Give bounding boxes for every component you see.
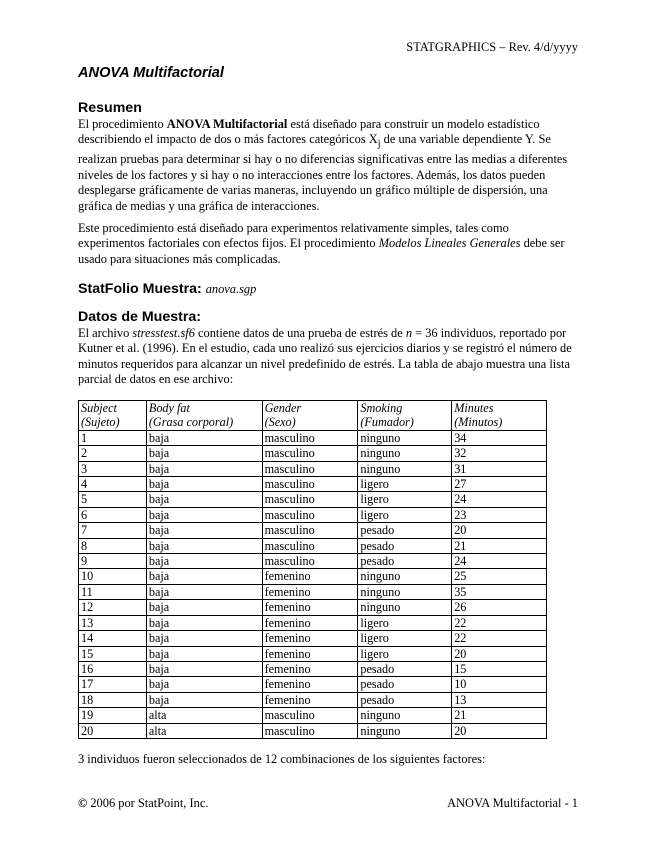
statfolio-filename: anova.sgp <box>205 282 257 296</box>
column-header-translation: (Sujeto) <box>81 415 120 430</box>
table-row <box>79 708 547 723</box>
table-cell: 32 <box>452 446 547 461</box>
table-cell: 13 <box>452 692 547 707</box>
table-cell: 17 <box>79 677 147 692</box>
table-cell: 14 <box>79 631 147 646</box>
table-header-row <box>79 401 547 431</box>
table-cell: baja <box>146 569 262 584</box>
n-variable: n <box>405 326 413 340</box>
table-cell: ninguno <box>358 723 452 738</box>
footer-left-text: 2006 por StatPoint, Inc. <box>87 796 209 810</box>
table-cell: 5 <box>79 492 147 507</box>
table-row <box>79 677 547 692</box>
table-cell: pesado <box>358 538 452 553</box>
copyright-icon: © <box>78 796 88 810</box>
table-cell: 31 <box>452 461 547 476</box>
table-cell: femenino <box>262 646 358 661</box>
table-row <box>79 507 547 522</box>
table-cell: ligero <box>358 492 452 507</box>
table-cell: ninguno <box>358 446 452 461</box>
table-cell: baja <box>146 584 262 599</box>
table-cell: pesado <box>358 692 452 707</box>
table-cell: 27 <box>452 477 547 492</box>
column-header-label: Body fat <box>148 401 190 415</box>
table-row <box>79 554 547 569</box>
table-cell: masculino <box>262 538 358 553</box>
table-cell: pesado <box>358 554 452 569</box>
resumen-paragraph-1 <box>78 117 578 214</box>
table-cell: baja <box>146 692 262 707</box>
table-cell: ligero <box>358 507 452 522</box>
table-row <box>79 538 547 553</box>
table-cell: baja <box>146 477 262 492</box>
table-cell: ninguno <box>358 461 452 476</box>
statfolio-heading <box>78 282 256 297</box>
table-row <box>79 569 547 584</box>
table-row <box>79 692 547 707</box>
table-cell: 8 <box>79 538 147 553</box>
column-header-translation: (Fumador) <box>360 415 414 430</box>
table-cell: baja <box>146 446 262 461</box>
table-cell: 2 <box>79 446 147 461</box>
table-cell: 20 <box>452 523 547 538</box>
table-row <box>79 461 547 476</box>
table-cell: 15 <box>79 646 147 661</box>
table-cell: 21 <box>452 708 547 723</box>
table-cell: baja <box>146 461 262 476</box>
table-cell: alta <box>146 708 262 723</box>
table-cell: 7 <box>79 523 147 538</box>
table-cell: 26 <box>452 600 547 615</box>
table-cell: femenino <box>262 569 358 584</box>
table-cell: baja <box>146 615 262 630</box>
table-cell: baja <box>146 646 262 661</box>
text-run: = 36 individuos, reportado por Kutner et al. (1996). En el estudio, cada uno realizó sus ejercicios diarios y se registró el número de minutos requeridos para alcanzar un nivel predefinido de estrés. La tabla de abajo muestra una lista parcial de datos en ese archivo: <box>78 326 572 387</box>
table-cell: ninguno <box>358 569 452 584</box>
running-header: STATGRAPHICS – Rev. 4/d/yyyy <box>406 40 578 54</box>
table-cell: masculino <box>262 430 358 445</box>
table-cell: pesado <box>358 677 452 692</box>
table-row <box>79 600 547 615</box>
table-cell: baja <box>146 523 262 538</box>
table-cell: femenino <box>262 661 358 676</box>
table-cell: masculino <box>262 507 358 522</box>
table-cell: baja <box>146 631 262 646</box>
table-cell: 12 <box>79 600 147 615</box>
table-cell: 11 <box>79 584 147 599</box>
column-header <box>358 401 452 431</box>
resumen-heading: Resumen <box>78 100 142 116</box>
table-cell: ninguno <box>358 584 452 599</box>
table-cell: masculino <box>262 523 358 538</box>
table-cell: 10 <box>452 677 547 692</box>
table-cell: 13 <box>79 615 147 630</box>
table-cell: ninguno <box>358 600 452 615</box>
table-cell: baja <box>146 492 262 507</box>
table-row <box>79 615 547 630</box>
document-page <box>78 0 578 848</box>
table-cell: masculino <box>262 477 358 492</box>
column-header-label: Gender <box>264 401 302 415</box>
table-cell: 10 <box>79 569 147 584</box>
table-cell: baja <box>146 600 262 615</box>
table-cell: 34 <box>452 430 547 445</box>
footer-page-label: ANOVA Multifactorial - 1 <box>447 796 578 810</box>
text-run: El procedimiento <box>78 117 167 131</box>
text-run: Este procedimiento está diseñado para experimentos relativamente simples, tales como experimentos factoriales con efectos fijos. El procedimiento <box>78 221 509 251</box>
table-cell: masculino <box>262 492 358 507</box>
table-row <box>79 492 547 507</box>
text-run: está diseñado para construir un modelo estadístico describiendo el impacto de dos o más factores categóricos X <box>78 117 540 147</box>
table-row <box>79 723 547 738</box>
table-cell: ligero <box>358 631 452 646</box>
table-cell: 16 <box>79 661 147 676</box>
table-cell: baja <box>146 507 262 522</box>
datos-heading: Datos de Muestra: <box>78 309 201 325</box>
text-run: El archivo <box>78 326 133 340</box>
table-cell: alta <box>146 723 262 738</box>
table-row <box>79 446 547 461</box>
column-header <box>146 401 262 431</box>
table-cell: ligero <box>358 646 452 661</box>
column-header-translation: (Minutos) <box>454 415 503 430</box>
table-row <box>79 584 547 599</box>
data-filename: stresstest.sf6 <box>132 326 195 340</box>
column-header-label: Subject <box>81 401 117 415</box>
table-cell: 22 <box>452 615 547 630</box>
column-header <box>79 401 147 431</box>
table-cell: masculino <box>262 554 358 569</box>
resumen-paragraph-2 <box>78 221 578 267</box>
table-cell: ligero <box>358 615 452 630</box>
table-cell: 23 <box>452 507 547 522</box>
table-row <box>79 661 547 676</box>
table-cell: femenino <box>262 615 358 630</box>
table-cell: femenino <box>262 692 358 707</box>
table-cell: 6 <box>79 507 147 522</box>
table-cell: masculino <box>262 446 358 461</box>
datos-paragraph <box>78 326 578 388</box>
table-row <box>79 646 547 661</box>
table-cell: masculino <box>262 723 358 738</box>
table-cell: 22 <box>452 631 547 646</box>
table-cell: femenino <box>262 677 358 692</box>
table-cell: baja <box>146 677 262 692</box>
statfolio-label: StatFolio Muestra: <box>78 281 202 297</box>
table-cell: 19 <box>79 708 147 723</box>
table-cell: femenino <box>262 584 358 599</box>
column-header-label: Minutes <box>454 401 494 415</box>
table-cell: 18 <box>79 692 147 707</box>
table-cell: 21 <box>452 538 547 553</box>
table-cell: 24 <box>452 492 547 507</box>
table-row <box>79 523 547 538</box>
table-cell: pesado <box>358 523 452 538</box>
footer-copyright <box>78 796 208 811</box>
table-cell: 3 <box>79 461 147 476</box>
table-cell: 1 <box>79 430 147 445</box>
column-header-translation: (Sexo) <box>264 415 296 430</box>
table-cell: baja <box>146 538 262 553</box>
table-cell: baja <box>146 430 262 445</box>
subscript: j <box>377 138 381 150</box>
table-cell: femenino <box>262 600 358 615</box>
column-header-translation: (Grasa corporal) <box>148 415 234 430</box>
table-cell: baja <box>146 554 262 569</box>
table-cell: 24 <box>452 554 547 569</box>
table-cell: ninguno <box>358 430 452 445</box>
table-row <box>79 430 547 445</box>
sample-data-table <box>78 400 547 739</box>
table-cell: 20 <box>452 723 547 738</box>
text-run: debe ser usado para situaciones más complicadas. <box>78 236 565 266</box>
text-run: contiene datos de una prueba de estrés de <box>194 326 406 340</box>
table-cell: masculino <box>262 461 358 476</box>
table-cell: 4 <box>79 477 147 492</box>
after-table-text: 3 individuos fueron seleccionados de 12 combinaciones de los siguientes factores: <box>78 752 486 766</box>
table-cell: 25 <box>452 569 547 584</box>
italic-term: Modelos Lineales Generales <box>378 236 521 251</box>
table-cell: ninguno <box>358 708 452 723</box>
table-cell: 15 <box>452 661 547 676</box>
table-cell: baja <box>146 661 262 676</box>
column-header <box>262 401 358 431</box>
table-row <box>79 631 547 646</box>
table-cell: masculino <box>262 708 358 723</box>
bold-term: ANOVA Multifactorial <box>166 117 288 131</box>
column-header <box>452 401 547 431</box>
table-cell: ligero <box>358 477 452 492</box>
table-cell: 20 <box>79 723 147 738</box>
table-cell: 20 <box>452 646 547 661</box>
column-header-label: Smoking <box>360 401 403 415</box>
table-cell: 9 <box>79 554 147 569</box>
table-cell: pesado <box>358 661 452 676</box>
table-row <box>79 477 547 492</box>
document-title: ANOVA Multifactorial <box>78 65 224 81</box>
text-run: de una variable dependiente Y. Se realizan pruebas para determinar si hay o no diferencias significativas entre las medias a diferentes niveles de los factores y si hay o no interacciones entre los factores. Además, los datos pueden desplegarse gráficamente de varias maneras, incluyendo un gráfico múltiple de dispersión, una gráfica de medias y una gráfica de interacciones. <box>78 132 568 213</box>
table-cell: femenino <box>262 631 358 646</box>
table-cell: 35 <box>452 584 547 599</box>
